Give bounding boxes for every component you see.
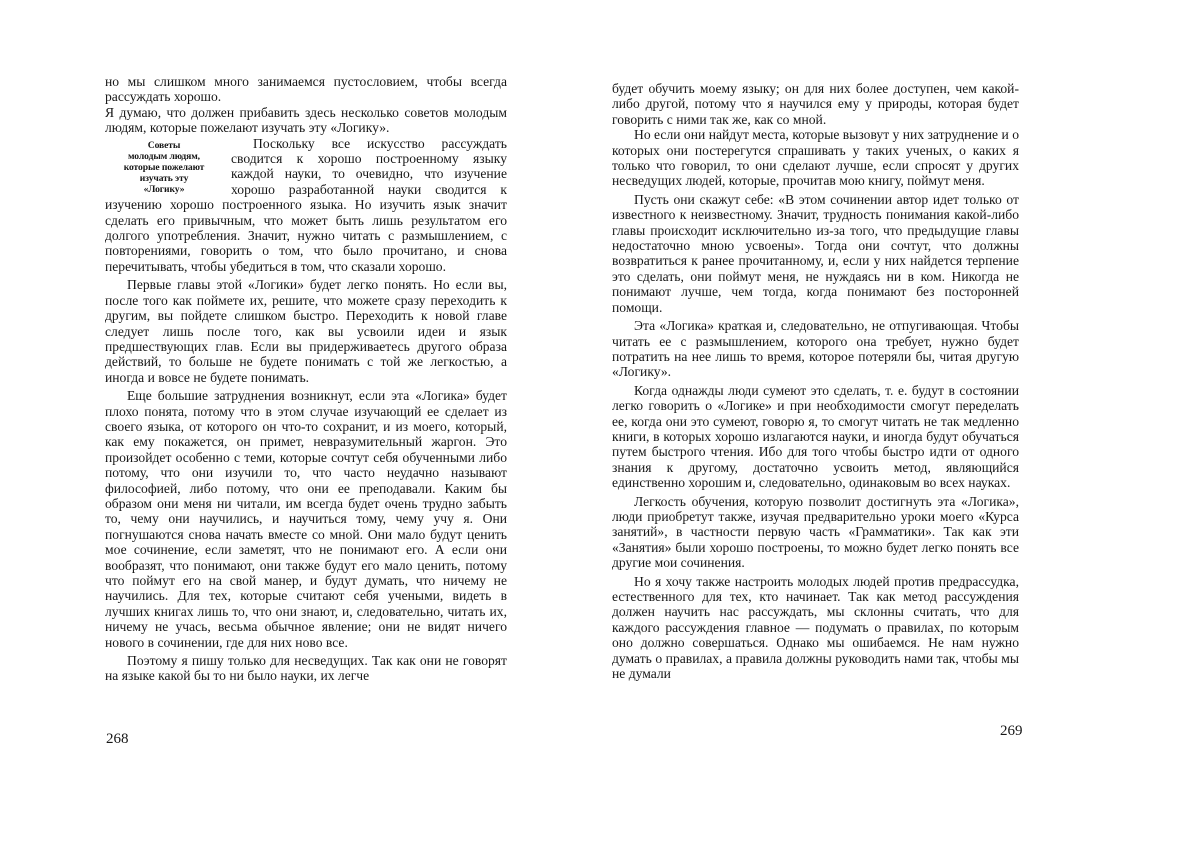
margin-note [105,140,223,195]
right-paragraph-6: Легкость обучения, которую позволит достигнуть эта «Логика», люди приобретут также, изучая предварительно уроки моего «Курса занятий», в частности первую часть «Грамматики». Так как эти «Занятия» были хорошо построены, то можно будет легко понять все другие мои сочинения. [612,494,1019,571]
page-number-right: 269 [1000,723,1023,740]
left-paragraph-5: Поэтому я пишу только для несведущих. Так как они не говорят на языке какой бы то ни было науки, их легче [105,653,507,684]
right-page-text [612,81,1019,681]
right-paragraph-1: будет обучить моему языку; он для них более доступен, чем какой-либо другой, потому что я научился ему у природы, которая будет говорить с ними так же, как со мной. [612,81,1019,127]
left-paragraph-2-body: Поскольку все искусство рассуждать сводится к хорошо построенному языку каждой науки, то очевидно, что изучение хорошо разработанной науки сводится к изучению хорошо построенного языка. Но изучить язык значит сделать его привычным, что может быть лишь результатом его долгого употребления. Значит, нужно читать с размышлением, с повторениями, говорить о том, что было прочитано, и снова перечитывать, чтобы убедиться в том, что сказали хорошо. [105,136,507,275]
page-number-left: 268 [106,731,129,748]
margin-note-line: «Логику» [105,184,223,195]
right-paragraph-5: Когда однажды люди сумеют это сделать, т. е. будут в состоянии легко говорить о «Логике» и при необходимости смогут переделать ее, когда они это сумеют, говорю я, то смогут читать не так медленно книги, в которых хорошо излагаются науки, и иногда будут обучаться путем быстрого чтения. Ибо для того чтобы быстро идти от одного знания к другому, достаточно усвоить метод, являющийся единственно хорошим и, следовательно, одинаковым во всех науках. [612,383,1019,491]
left-paragraph-1: но мы слишком много занимаемся пустословием, чтобы всегда рассуждать хорошо. [105,74,507,105]
margin-note-line: молодым людям, [105,151,223,162]
margin-note-line: которые пожелают [105,162,223,173]
left-paragraph-2-intro: Я думаю, что должен прибавить здесь несколько советов молодым людям, которые пожелают изучать эту «Логику». [105,105,507,136]
right-paragraph-3: Пусть они скажут себе: «В этом сочинении автор идет только от известного к неизвестному. Значит, трудность понимания какой-либо главы происходит исключительно из-за того, что предыдущие главы недостаточно мною усвоены». Тогда они сочтут, что должны возвратиться к ранее прочитанному, и, если у них найдется терпение это сделать, они поймут меня, не нуждаясь ни в ком. Никогда не понимают лучше, чем тогда, когда понимают без посторонней помощи. [612,192,1019,315]
left-paragraph-4: Еще большие затруднения возникнут, если эта «Логика» будет плохо понята, потому что в этом случае изучающий ее сделает из своего языка, от которого он что-то сохранит, и из моего, который, как ему покажется, он примет, невразумительный жаргон. Это произойдет особенно с теми, которые сочтут себя обученными либо потому, что они изучили то, что часто неудачно называют философией, либо потому, что они ее преподавали. Каким бы образом они меня ни читали, им всегда будет очень трудно забыть то, чему они научились, и научиться тому, чему учу я. Они погнушаются снова начать вместе со мной. Они мало будут ценить мое сочинение, если заметят, что не понимают его. А если они вообразят, что понимают, они также будут его мало ценить, потому что поймут его на свой манер, и будут думать, что ничему не научились. Для тех, которые считают себя учеными, видеть в лучших книгах лишь то, что они знают, и, следовательно, читать их, ничему не учась, весьма обычное явление; они не видят ничего нового в сочинении, где для них ново все. [105,388,507,650]
right-paragraph-7: Но я хочу также настроить молодых людей против предрассудка, естественного для тех, кто начинает. Так как метод рассуждения должен научить нас рассуждать, мы склонны считать, что для каждого рассуждения главное — подумать о правилах, по которым оно должно совершаться. Однако мы ошибаемся. Не нам нужно думать о правилах, а правила должны руководить нами так, чтобы мы не думали [612,574,1019,682]
right-paragraph-4: Эта «Логика» краткая и, следовательно, не отпугивающая. Чтобы читать ее с размышлением, которого она требует, нужно будет потратить на нее лишь то время, которое потеряли бы, читая другую «Логику». [612,318,1019,380]
right-paragraph-2: Но если они найдут места, которые вызовут у них затруднение и о которых они постерегутся спрашивать у таких ученых, о каких я только что говорил, то они сделают лучше, если спросят у других несведущих людей, которые, прочитав мою книгу, поймут меня. [612,127,1019,189]
left-paragraph-3: Первые главы этой «Логики» будет легко понять. Но если вы, после того как поймете их, решите, что можете сразу переходить к другим, вы пойдете слишком быстро. Переходить к новой главе следует лишь после того, как вы усвоили идеи и язык предшествующих глав. Если вы придерживаетесь другого образа действий, то больше не будете понимать с той же легкостью, а иногда и вовсе не будете понимать. [105,277,507,385]
margin-note-line: изучать эту [105,173,223,184]
left-page-text [105,74,507,684]
margin-note-line: Советы [105,140,223,151]
